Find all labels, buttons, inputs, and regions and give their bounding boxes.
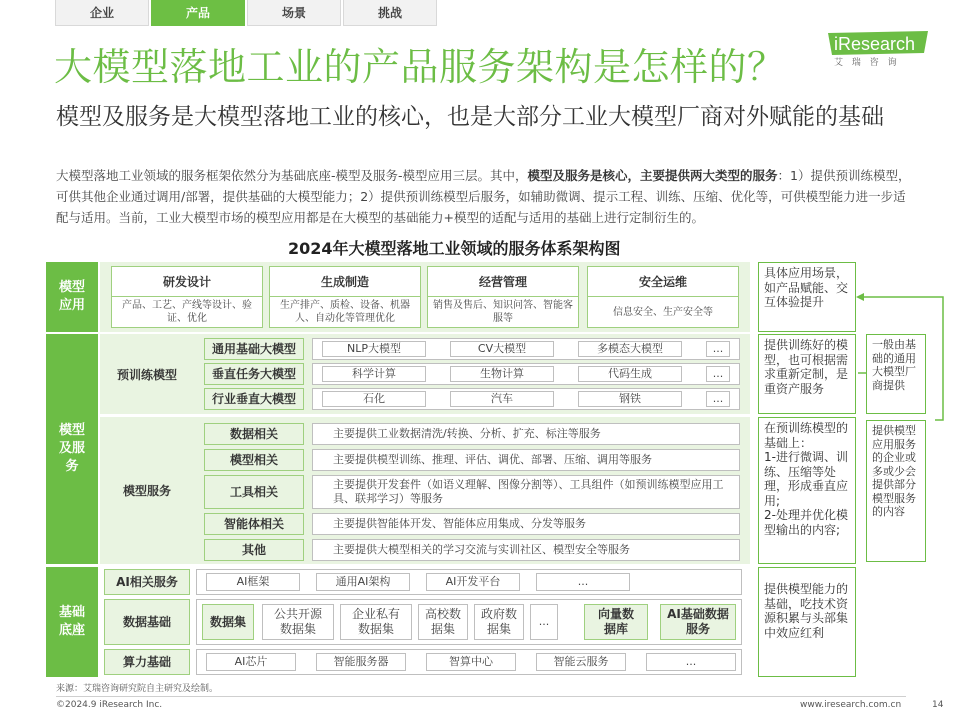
pretrain-item: 生物计算: [450, 366, 554, 382]
pretrain-item: 科学计算: [322, 366, 426, 382]
page-title: 大模型落地工业的产品服务架构是怎样的？: [54, 45, 786, 89]
app-card-title: 生成制造: [270, 267, 420, 297]
compute-base-label: 算力基础: [104, 649, 190, 675]
copyright: ©2024.9 iResearch Inc.: [56, 700, 163, 710]
compute-item: 智能云服务: [536, 653, 626, 671]
body-paragraph: [56, 165, 916, 228]
pretrain-row-label: 通用基础大模型: [204, 338, 304, 360]
compute-item-more: ...: [646, 653, 736, 671]
tab-enterprise[interactable]: 企业: [55, 0, 149, 26]
tab-scenario[interactable]: 场景: [247, 0, 341, 26]
compute-item: 智算中心: [426, 653, 516, 671]
app-card-desc: 生产排产、质检、设备、机器人、自动化等管理优化: [280, 300, 410, 324]
app-card-desc: 产品、工艺、产线等设计、验证、优化: [122, 300, 252, 324]
compute-item: AI芯片: [206, 653, 296, 671]
pretrain-item: 汽车: [450, 391, 554, 407]
app-card-title: 研发设计: [112, 267, 262, 297]
body-text-bold: 模型及服务是核心，主要提供两大类型的服务: [527, 168, 778, 183]
section-label-base: 基础底座: [46, 567, 98, 677]
app-card-title: 安全运维: [588, 267, 738, 297]
service-row-desc: 主要提供大模型相关的学习交流与实训社区、模型安全等服务: [312, 539, 740, 561]
data-base-label: 数据基础: [104, 599, 190, 645]
note-pretrain: 提供训练好的模型，也可根据需求重新定制，是重资产服务: [758, 334, 856, 414]
pretrain-item: CV大模型: [450, 341, 554, 357]
vector-db-label: 向量数据库: [584, 604, 648, 640]
pretrain-label: 预训练模型: [116, 367, 177, 382]
service-row-label: 其他: [204, 539, 304, 561]
ai-data-service-label: AI基础数据服务: [660, 604, 736, 640]
service-row-desc: 主要提供开发套件（如语义理解、图像分割等）、工具组件（如预训练模型应用工具、联邦学习）等服务: [312, 475, 740, 509]
dataset-item: 政府数据集: [474, 604, 524, 640]
pretrain-row-label: 垂直任务大模型: [204, 363, 304, 385]
app-card-rd: [111, 266, 263, 328]
tab-challenge[interactable]: 挑战: [343, 0, 437, 26]
website-link[interactable]: www.iresearch.com.cn: [800, 700, 902, 710]
logo-brand: iResearch: [834, 34, 916, 54]
tab-product[interactable]: 产品: [151, 0, 245, 26]
note-app: 具体应用场景，如产品赋能、交互体验提升: [758, 262, 856, 332]
dataset-item: 高校数据集: [418, 604, 468, 640]
app-card-title: 经营管理: [428, 267, 578, 297]
app-card-operations: [427, 266, 579, 328]
ai-service-item: AI框架: [206, 573, 300, 591]
pretrain-item-more: ...: [706, 391, 730, 407]
page-number: 14: [932, 700, 944, 710]
note-side-top: 一般由基础的通用大模型厂商提供: [866, 334, 926, 414]
app-card-desc: 信息安全、生产安全等: [613, 306, 713, 318]
app-card-manufacturing: [269, 266, 421, 328]
service-row-label: 数据相关: [204, 423, 304, 445]
ai-service-item-more: ...: [536, 573, 630, 591]
iresearch-logo: [828, 31, 928, 67]
logo-cn: 艾 瑞 咨 询: [834, 58, 900, 68]
dataset-item: 公共开源数据集: [262, 604, 334, 640]
connector-arrow-icon: [850, 285, 950, 435]
dataset-item-more: ...: [530, 604, 558, 640]
pretrain-item: 石化: [322, 391, 426, 407]
pretrain-item-more: ...: [706, 366, 730, 382]
ai-service-item: AI开发平台: [426, 573, 520, 591]
service-row-label: 工具相关: [204, 475, 304, 509]
pretrain-item-more: ...: [706, 341, 730, 357]
note-service: 在预训练模型的基础上： 1-进行微调、训练、压缩等处理，形成垂直应用; 2-处理并优化模型输出的内容;: [758, 417, 856, 564]
app-card-desc: 销售及售后、知识问答、智能客服等: [433, 300, 573, 324]
pretrain-item: 多模态大模型: [578, 341, 682, 357]
pretrain-item: 钢铁: [578, 391, 682, 407]
service-row-desc: 主要提供工业数据清洗/转换、分析、扩充、标注等服务: [312, 423, 740, 445]
service-row-desc: 主要提供智能体开发、智能体应用集成、分发等服务: [312, 513, 740, 535]
pretrain-item: 代码生成: [578, 366, 682, 382]
service-row-label: 模型相关: [204, 449, 304, 471]
section-label-model: 模型及服务: [46, 334, 98, 564]
service-label: 模型服务: [122, 484, 171, 498]
compute-item: 智能服务器: [316, 653, 406, 671]
note-base: 提供模型能力的基础，吃技术资源积累与头部集中效应红利: [758, 567, 856, 677]
note-side-bottom: 提供模型应用服务的企业或多或少会提供部分模型服务的内容: [866, 420, 926, 562]
footer-divider: [56, 696, 906, 697]
pretrain-row-label: 行业垂直大模型: [204, 388, 304, 410]
ai-service-item: 通用AI架构: [316, 573, 410, 591]
body-text-2: ：1）提供预训练模型，可供其他企业通过调用/部署，提供基础的大模型能力；2）提供预训练模型后服务，如辅助微调、提示工程、训练、压缩、优化等，可供模型能力进一步适配与适用。当前，工业大模型市场的模型应用都是在大模型的基础能力+模型的适配与适用的基础上进行定制衍生的。: [56, 168, 911, 225]
section-label-app: 模型应用: [46, 262, 98, 332]
dataset-label: 数据集: [202, 604, 254, 640]
diagram-title: 2024年大模型落地工业领域的服务体系架构图: [288, 239, 621, 258]
source-note: 来源：艾瑞咨询研究院自主研究及绘制。: [56, 684, 219, 694]
dataset-item: 企业私有数据集: [340, 604, 412, 640]
service-row-label: 智能体相关: [204, 513, 304, 535]
ai-service-label: AI相关服务: [104, 569, 190, 595]
service-row-desc: 主要提供模型训练、推理、评估、调优、部署、压缩、调用等服务: [312, 449, 740, 471]
pretrain-item: NLP大模型: [322, 341, 426, 357]
subtitle: 模型及服务是大模型落地工业的核心，也是大部分工业大模型厂商对外赋能的基础: [56, 104, 884, 130]
app-card-safety: [587, 266, 739, 328]
body-text-1: 大模型落地工业领域的服务框架依然分为基础底座-模型及服务-模型应用三层。其中，: [56, 168, 528, 183]
